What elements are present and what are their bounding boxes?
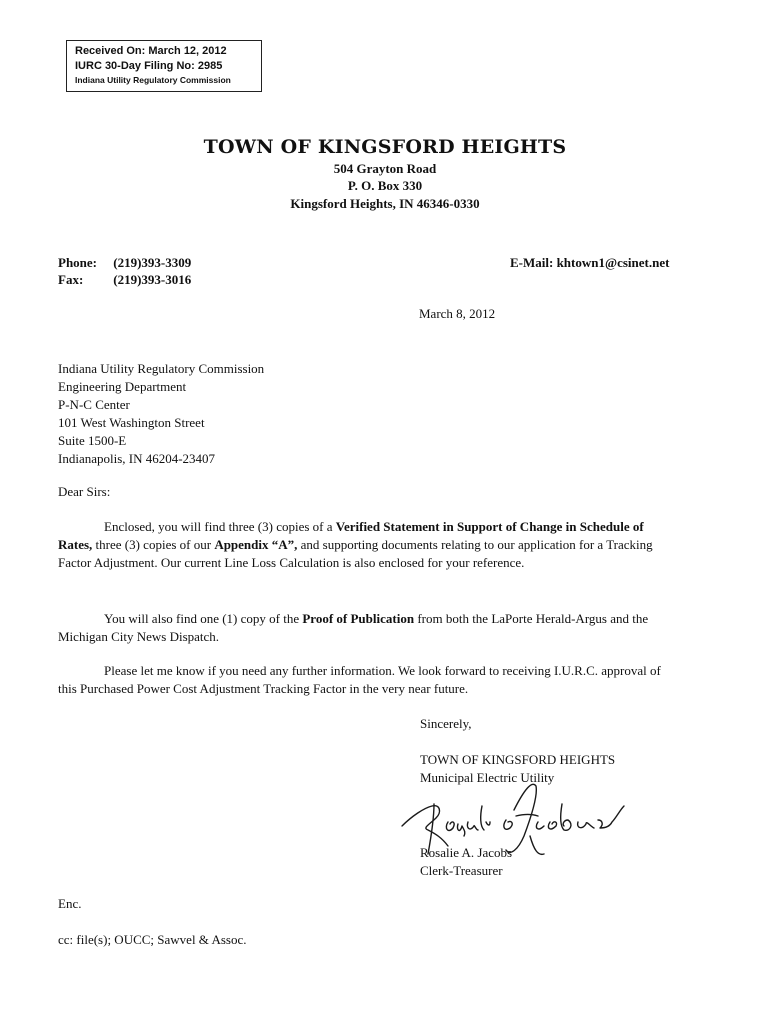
para2-bold-proof: Proof of Publication <box>302 611 415 626</box>
stamp-commission: Indiana Utility Regulatory Commission <box>75 75 231 85</box>
body-paragraph-closing <box>58 662 678 698</box>
stamp-received-date: Received On: March 12, 2012 <box>75 45 227 57</box>
para2-text: You will also find one (1) copy of the <box>104 611 303 626</box>
recipient-line: Suite 1500-E <box>58 433 127 448</box>
para2-text: from both the LaPorte Herald-Argus and the Michigan City News Dispatch. <box>58 611 649 644</box>
phone-number: (219)393-3309 <box>113 255 192 270</box>
email-line <box>510 255 669 271</box>
para1-text: and supporting documents relating to our application for a Tracking Factor Adjustment. Our current Line Loss Calculation is also enclosed for your reference. <box>58 537 653 570</box>
stamp-filing-number: IURC 30-Day Filing No: 2985 <box>75 60 223 72</box>
letterhead-address-city: Kingsford Heights, IN 46346-0330 <box>290 196 480 211</box>
para1-bold-appendix: Appendix “A”, <box>214 537 298 552</box>
signature-department: Municipal Electric Utility <box>420 770 555 785</box>
fax-number: (219)393-3016 <box>113 272 192 287</box>
para1-text: three (3) copies of our <box>92 537 215 552</box>
body-paragraph-publication <box>58 610 678 646</box>
letterhead-address-pobox: P. O. Box 330 <box>347 178 423 193</box>
received-stamp <box>66 40 262 92</box>
recipient-address <box>58 360 264 468</box>
recipient-line: Engineering Department <box>58 379 187 394</box>
fax-line <box>58 272 191 288</box>
signature-org: TOWN OF KINGSFORD HEIGHTS <box>420 752 616 767</box>
body-paragraph-enclosures <box>58 518 678 572</box>
letterhead-address-street: 504 Grayton Road <box>333 161 437 176</box>
para3-text: Please let me know if you need any further information. We look forward to receiving I.U.R.C. approval of this Purchased Power Cost Adjustment Tracking Factor in the very near future. <box>58 663 661 696</box>
complimentary-close: Sincerely, <box>420 716 472 731</box>
enclosure-notation: Enc. <box>58 896 82 911</box>
fax-label: Fax: <box>58 272 84 287</box>
phone-label: Phone: <box>58 255 97 270</box>
salutation: Dear Sirs: <box>58 484 111 499</box>
recipient-line: Indianapolis, IN 46204-23407 <box>58 451 216 466</box>
phone-line <box>58 255 191 271</box>
email-address: khtown1@csinet.net <box>556 255 670 270</box>
para1-bold-statement: Verified Statement in Support of Change in Schedule of Rates, <box>58 519 644 552</box>
letterhead-title: TOWN OF KINGSFORD HEIGHTS <box>203 136 567 158</box>
para1-text: Enclosed, you will find three (3) copies of a <box>104 519 336 534</box>
recipient-line: P-N-C Center <box>58 397 130 412</box>
signer-name: Rosalie A. Jacobs <box>420 845 513 860</box>
email-label: E-Mail: <box>510 255 554 270</box>
letter-date: March 8, 2012 <box>419 306 496 321</box>
signer-title: Clerk-Treasurer <box>420 863 503 878</box>
cc-notation: cc: file(s); OUCC; Sawvel & Assoc. <box>58 932 247 947</box>
recipient-line: Indiana Utility Regulatory Commission <box>58 361 265 376</box>
recipient-line: 101 West Washington Street <box>58 415 205 430</box>
